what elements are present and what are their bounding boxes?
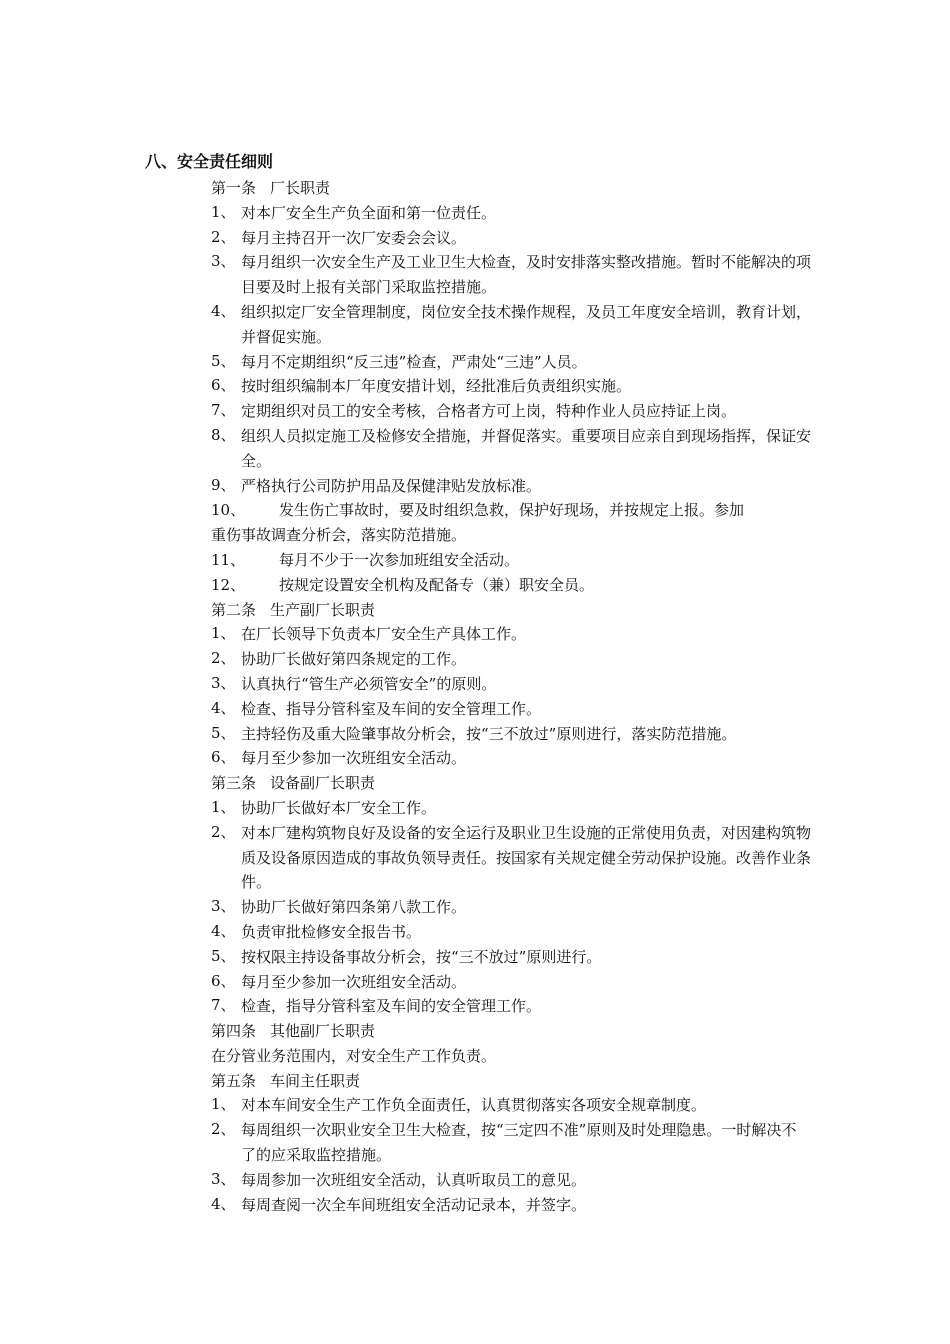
item-number: 1、	[211, 1095, 236, 1114]
article-4-title	[211, 1019, 811, 1044]
article-name: 设备副厂长职责	[270, 774, 376, 793]
list-item	[211, 970, 811, 995]
item-number: 2、	[211, 649, 236, 668]
item-number: 7、	[211, 401, 236, 420]
list-item	[211, 796, 811, 821]
item-text: 定期组织对员工的安全考核，合格者方可上岗，特种作业人员应持证上岗。	[241, 402, 737, 421]
list-item	[211, 573, 811, 598]
item-number: 3、	[211, 1169, 236, 1188]
item-text: 每月至少参加一次班组安全活动。	[241, 749, 467, 768]
list-item	[211, 672, 811, 697]
article-name: 生产副厂长职责	[270, 600, 376, 619]
list-item	[211, 697, 811, 722]
article-number: 第三条	[211, 774, 257, 793]
item-number: 1、	[211, 797, 236, 816]
item-number: 4、	[211, 698, 236, 717]
list-item-continuation: 重伤事故调查分析会，落实防范措施。	[211, 526, 467, 545]
item-number: 3、	[211, 897, 236, 916]
list-item	[211, 945, 811, 970]
item-text: 对本厂安全生产负全面和第一位责任。	[241, 203, 497, 222]
item-text: 发生伤亡事故时，要及时组织急救，保护好现场，并按规定上报。参加	[279, 501, 745, 520]
item-text: 每月组织一次安全生产及工业卫生大检查，及时安排落实整改措施。暂时不能解决的项目要及时上报有关部门采取监控措施。	[241, 253, 812, 297]
item-number: 6、	[211, 971, 236, 990]
list-item	[211, 300, 811, 350]
item-text: 组织人员拟定施工及检修安全措施，并督促落实。重要项目应亲自到现场指挥，保证安全。	[241, 426, 812, 470]
item-number: 8、	[211, 425, 236, 444]
item-number: 7、	[211, 996, 236, 1015]
list-item	[211, 474, 811, 499]
article-number: 第一条	[211, 179, 257, 197]
list-item	[211, 548, 811, 573]
article-1-title	[211, 176, 811, 201]
item-text: 协助厂长做好本厂安全工作。	[241, 798, 437, 817]
list-item	[211, 722, 811, 747]
item-number: 2、	[211, 822, 236, 841]
item-number: 4、	[211, 921, 236, 940]
article-number: 第二条	[211, 600, 257, 619]
item-text: 每月主持召开一次厂安委会会议。	[241, 228, 467, 247]
item-number: 3、	[211, 673, 236, 692]
list-item	[211, 1193, 811, 1218]
article-number: 第四条	[211, 1022, 257, 1041]
item-text: 按时组织编制本厂年度安措计划，经批准后负责组织实施。	[241, 377, 632, 396]
list-item	[211, 201, 811, 226]
item-text: 在厂长领导下负责本厂安全生产具体工作。	[241, 625, 527, 644]
item-text: 每周组织一次职业安全卫生大检查，按“三定四不准”原则及时处理隐患。一时解决不了的应采取监控措施。	[241, 1121, 797, 1165]
list-item	[211, 498, 811, 523]
item-text: 检查、指导分管科室及车间的安全管理工作。	[241, 699, 542, 718]
list-item	[211, 994, 811, 1019]
list-item	[211, 250, 811, 300]
article-2-title	[211, 598, 811, 623]
item-text: 协助厂长做好第四条规定的工作。	[241, 650, 467, 669]
item-number: 11、	[211, 550, 246, 569]
item-number: 5、	[211, 946, 236, 965]
item-number: 10、	[211, 501, 246, 520]
article-name: 厂长职责	[270, 179, 331, 197]
item-number: 12、	[211, 575, 246, 594]
item-text: 每月不定期组织“反三违”检查，严肃处“三违”人员。	[241, 352, 587, 371]
article-name: 车间主任职责	[270, 1071, 361, 1090]
item-number: 5、	[211, 351, 236, 370]
item-text: 对本车间安全生产工作负全面责任，认真贯彻落实各项安全规章制度。	[241, 1096, 707, 1115]
list-item	[211, 350, 811, 375]
list-item	[211, 1168, 811, 1193]
item-number: 4、	[211, 1194, 236, 1213]
list-item	[211, 920, 811, 945]
list-item	[211, 746, 811, 771]
item-number: 1、	[211, 624, 236, 643]
list-item	[211, 647, 811, 672]
document-body	[211, 176, 811, 1217]
list-item	[211, 821, 811, 895]
section-heading: 八、安全责任细则	[145, 152, 274, 171]
item-text: 按规定设置安全机构及配备专（兼）职安全员。	[279, 575, 595, 594]
list-item	[211, 895, 811, 920]
item-number: 3、	[211, 252, 236, 271]
item-text: 按权限主持设备事故分析会，按“三不放过”原则进行。	[241, 947, 602, 966]
item-number: 2、	[211, 227, 236, 246]
item-text: 对本厂建构筑物良好及设备的安全运行及职业卫生设施的正常使用负责，对因建构筑物质及设备原因造成的事故负领导责任。按国家有关规定健全劳动保护设施。改善作业条件。	[241, 823, 812, 892]
item-text: 主持轻伤及重大险肇事故分析会，按“三不放过”原则进行，落实防范措施。	[241, 724, 737, 743]
list-item	[211, 622, 811, 647]
article-5-title	[211, 1069, 811, 1094]
item-text: 严格执行公司防护用品及保健津贴发放标准。	[241, 476, 542, 495]
item-text: 每月至少参加一次班组安全活动。	[241, 972, 467, 991]
item-text: 检查，指导分管科室及车间的安全管理工作。	[241, 997, 542, 1016]
item-text: 每月不少于一次参加班组安全活动。	[279, 550, 520, 569]
item-text: 每周查阅一次全车间班组安全活动记录本，并签字。	[241, 1195, 587, 1214]
item-text: 认真执行“管生产必须管安全”的原则。	[241, 674, 497, 693]
list-item	[211, 1093, 811, 1118]
item-text: 组织拟定厂安全管理制度，岗位安全技术操作规程，及员工年度安全培训，教育计划，并督促实施。	[241, 302, 812, 346]
item-text: 负责审批检修安全报告书。	[241, 922, 422, 941]
item-number: 4、	[211, 301, 236, 320]
article-number: 第五条	[211, 1071, 257, 1090]
item-text: 协助厂长做好第四条第八款工作。	[241, 898, 467, 917]
list-item	[211, 374, 811, 399]
item-number: 2、	[211, 1120, 236, 1139]
list-item	[211, 424, 811, 474]
list-item	[211, 226, 811, 251]
item-number: 6、	[211, 376, 236, 395]
list-item	[211, 1118, 811, 1168]
item-number: 1、	[211, 202, 236, 221]
item-number: 9、	[211, 475, 236, 494]
item-number: 6、	[211, 748, 236, 767]
item-text: 每周参加一次班组安全活动，认真听取员工的意见。	[241, 1170, 587, 1189]
item-number: 5、	[211, 723, 236, 742]
article-4-text: 在分管业务范围内，对安全生产工作负责。	[211, 1046, 497, 1065]
article-name: 其他副厂长职责	[270, 1022, 376, 1041]
article-3-title	[211, 771, 811, 796]
list-item	[211, 399, 811, 424]
